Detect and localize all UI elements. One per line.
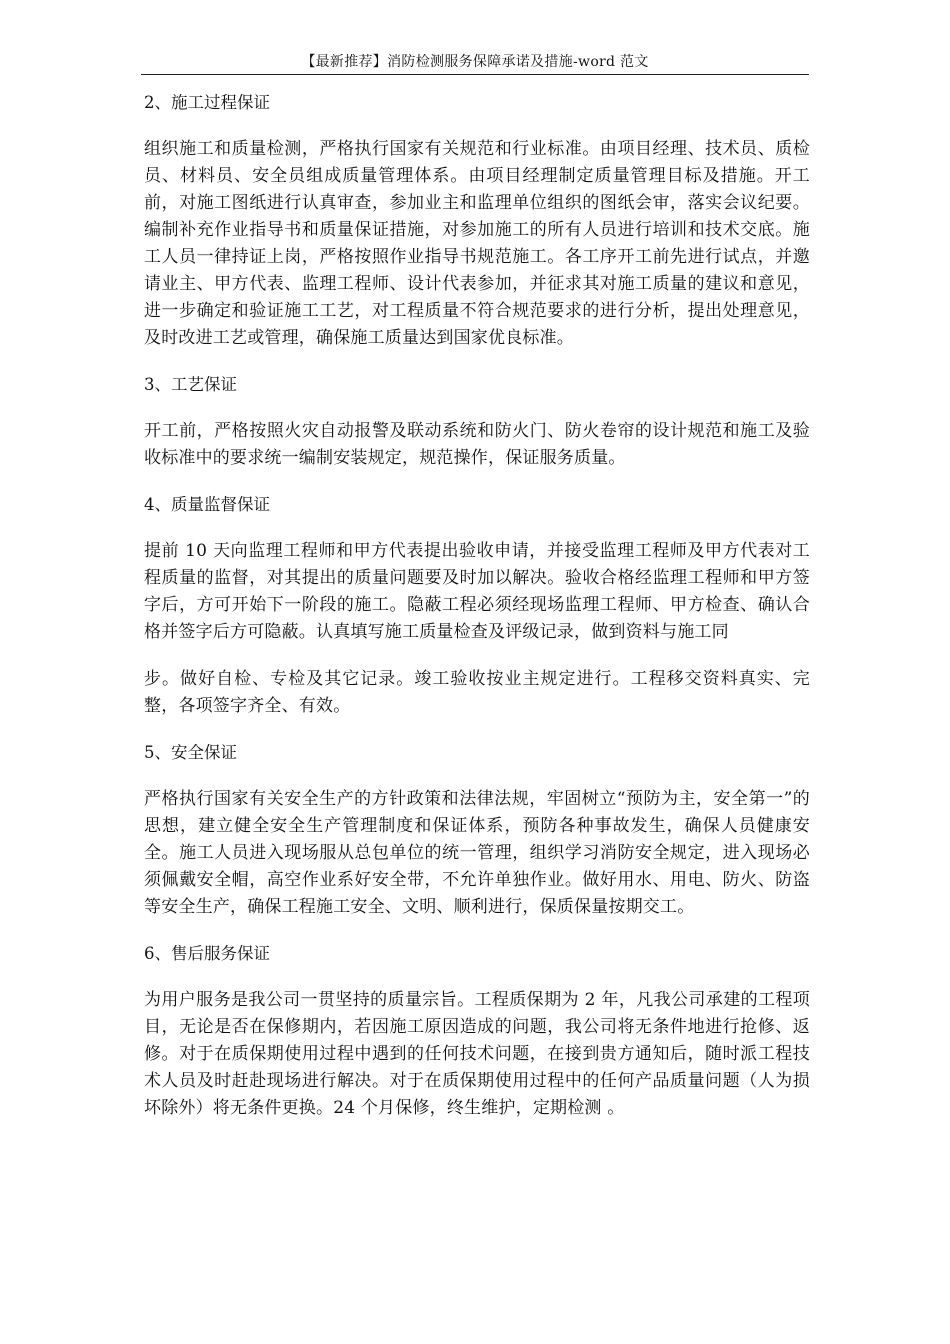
section-heading: 2、施工过程保证 <box>144 93 270 112</box>
section-process-guarantee <box>144 372 810 472</box>
section-heading: 3、工艺保证 <box>144 375 237 394</box>
section-heading: 6、售后服务保证 <box>144 944 270 963</box>
document-body <box>144 90 810 1142</box>
paragraph: 为用户服务是我公司一贯坚持的质量宗旨。工程质保期为 2 年，凡我公司承建的工程项目，无论是否在保修期内，若因施工原因造成的问题，我公司将无条件地进行抢修、返修。对于在质保期使用过程中遇到的任何技术问题，在接到贵方通知后，随时派工程技术人员及时赶赴现场进行解决。对于在质保期使用过程中的任何产品质量问题（人为损坏除外）将无条件更换。24 个月保修，终生维护，定期检测 。 <box>144 990 810 1118</box>
paragraph: 组织施工和质量检测，严格执行国家有关规范和行业标准。由项目经理、技术员、质检员、材料员、安全员组成质量管理体系。由项目经理制定质量管理目标及措施。开工前，对施工图纸进行认真审查，参加业主和监理单位组织的图纸会审，落实会议纪要。编制补充作业指导书和质量保证措施，对参加施工的所有人员进行培训和技术交底。施工人员一律持证上岗，严格按照作业指导书规范施工。各工序开工前先进行试点，并邀请业主、甲方代表、监理工程师、设计代表参加，并征求其对施工质量的建议和意见，进一步确定和验证施工工艺，对工程质量不符合规范要求的进行分析，提出处理意见，及时改进工艺或管理，确保施工质量达到国家优良标准。 <box>144 139 810 348</box>
paragraph: 开工前，严格按照火灾自动报警及联动系统和防火门、防火卷帘的设计规范和施工及验收标准中的要求统一编制安装规定，规范操作，保证服务质量。 <box>144 421 810 468</box>
section-safety-guarantee <box>144 740 810 921</box>
section-quality-supervision <box>144 492 810 720</box>
section-heading: 4、质量监督保证 <box>144 495 270 514</box>
paragraph: 提前 10 天向监理工程师和甲方代表提出验收申请，并接受监理工程师及甲方代表对工程质量的监督，对其提出的质量问题要及时加以解决。验收合格经监理工程师和甲方签字后，方可开始下一阶段的施工。隐蔽工程必须经现场监理工程师、甲方检查、确认合格并签字后方可隐蔽。认真填写施工质量检查及评级记录，做到资料与施工同 <box>144 541 810 642</box>
page-header <box>141 52 809 75</box>
section-construction-process <box>144 90 810 352</box>
document-title: 【最新推荐】消防检测服务保障承诺及措施-word 范文 <box>301 54 649 70</box>
section-heading: 5、安全保证 <box>144 743 237 762</box>
section-after-sales <box>144 941 810 1122</box>
paragraph: 步。做好自检、专检及其它记录。竣工验收按业主规定进行。工程移交资料真实、完整，各项签字齐全、有效。 <box>144 669 810 716</box>
paragraph: 严格执行国家有关安全生产的方针政策和法律法规，牢固树立“预防为主，安全第一”的思想，建立健全安全生产管理制度和保证体系，预防各种事故发生，确保人员健康安全。施工人员进入现场服从总包单位的统一管理，组织学习消防安全规定，进入现场必须佩戴安全帽，高空作业系好安全带，不允许单独作业。做好用水、用电、防火、防盗等安全生产，确保工程施工安全、文明、顺利进行，保质保量按期交工。 <box>144 789 810 917</box>
